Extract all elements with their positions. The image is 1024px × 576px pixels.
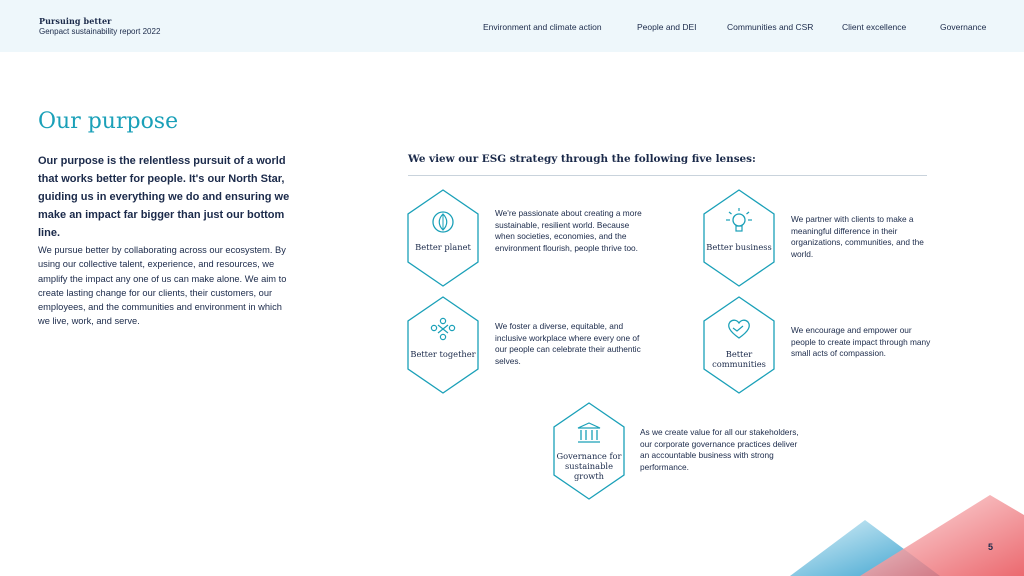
lens-label: Better communities [712,349,766,369]
lens-better-planet [407,189,657,289]
lens-label: Governance for sustainable growth [556,451,622,481]
lens-description: We partner with clients to make a meaningful difference in their organizations, communities, and the world. [791,214,924,260]
people-group-icon [429,316,457,344]
handshake-heart-icon [725,316,753,342]
report-title: Pursuing better [39,16,112,26]
top-header [0,0,1024,52]
lenses-heading: We view our ESG strategy through the following five lenses: [408,153,756,165]
lens-description: As we create value for all our stakeholders, our corporate governance practices deliver an accountable business with strong performance. [640,427,799,473]
nav-communities-csr[interactable]: Communities and CSR [727,22,814,32]
lens-label: Better business [706,242,772,252]
lens-description: We encourage and empower our people to create impact through many small acts of compassion. [791,325,931,359]
lens-label: Better together [410,349,476,359]
institution-icon [576,421,602,445]
lens-description: We foster a diverse, equitable, and inclusive workplace where every one of our people can celebrate their authentic selves. [495,321,641,367]
lens-governance [553,402,813,502]
nav-governance[interactable]: Governance [940,22,987,32]
section-nav [0,22,1024,34]
lens-better-communities [703,296,933,396]
hexagon-frame [407,296,479,394]
lens-better-business [703,189,933,289]
lightbulb-icon [725,206,753,236]
nav-client-excellence[interactable]: Client excellence [842,22,907,32]
nav-environment[interactable]: Environment and climate action [483,22,602,32]
nav-people-dei[interactable]: People and DEI [637,22,697,32]
hexagon-frame [703,296,775,394]
purpose-lead: Our purpose is the relentless pursuit of a world that works better for people. It's our North Star, guiding us in everything we do and ensuring we make an impact far bigger than just our bottom line. [38,155,290,239]
hexagon-frame [407,189,479,287]
divider [408,175,927,176]
report-subtitle: Genpact sustainability report 2022 [39,27,161,36]
lens-better-together [407,296,657,396]
corner-decoration [780,480,1024,576]
page-number: 5 [988,542,994,552]
globe-leaf-icon [430,209,456,235]
page-title: Our purpose [38,109,179,134]
lens-label: Better planet [415,242,471,252]
purpose-body: We pursue better by collaborating across our ecosystem. By using our collective talent, experience, and resources, we amplify the impact any one of us can make alone. We aim to create lasting change for our clients, their customers, our employees, and the communities and environment in which we live, work, and serve. [38,245,287,327]
lens-description: We're passionate about creating a more sustainable, resilient world. Because when societies, economies, and the environment flourish, people thrive too. [495,208,642,254]
hexagon-frame [703,189,775,287]
